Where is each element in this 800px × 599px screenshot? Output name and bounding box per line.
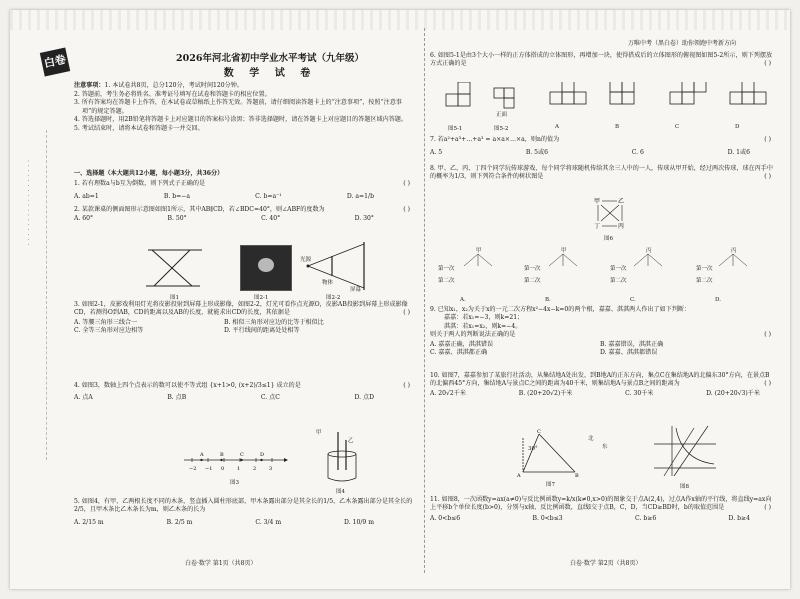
figure-3-caption: 图3 — [230, 480, 239, 486]
figure-4-caption: 图4 — [336, 489, 345, 495]
figure-2-2-caption: 图2-2 — [326, 295, 341, 301]
tree-diagrams — [434, 246, 774, 296]
q11-option-c: C. b≥6 — [635, 514, 657, 522]
figure-7-north: 北 — [588, 436, 594, 442]
svg-text:乙: 乙 — [618, 198, 625, 205]
figure-7-caption: 图7 — [546, 482, 555, 488]
answer-bracket: ( ) — [403, 206, 410, 213]
figure-4-label-yi: 乙 — [348, 438, 354, 444]
svg-text:B: B — [575, 473, 579, 478]
answer-bracket: ( ) — [764, 380, 771, 388]
tree-d-root: 丙 — [731, 248, 737, 254]
number-line-point — [200, 459, 202, 461]
q3-option-a: A. 等腰三角形三线合一 — [74, 318, 138, 326]
number-line-point — [260, 459, 262, 461]
q4-option-d: D. 点D — [354, 394, 374, 402]
answer-bracket: ( ) — [764, 504, 771, 512]
q6-option-c: C — [675, 124, 680, 130]
q1-option-b: B. b=−a — [163, 193, 191, 201]
question-2 — [74, 206, 414, 224]
scan-noise — [10, 10, 790, 30]
figure-8-function-graph — [650, 424, 720, 480]
q10-option-c: C. 30千米 — [625, 389, 654, 397]
exam-paper — [10, 10, 790, 589]
q5-option-d: D. 10/9 m — [344, 518, 374, 526]
figure-2-2-object-label: 物体 — [322, 280, 334, 286]
figure-5-cubes — [440, 82, 770, 122]
q8-stem: 8. 甲、乙、丙、丁四个同学玩传球游戏，每个同学将球随机传给其余三人中的一人，传球从甲开始，经过两次传球，球在丙手中的概率为1/3，则下列符合条件的树状图是 — [430, 165, 773, 181]
note-5: 5. 考试结束时，请将本试卷和答题卡一并交回。 — [74, 124, 204, 132]
note-2: 2. 答题前，考生务必将姓名、准考证号填写在试卷和答题卡的相应位置。 — [74, 90, 271, 98]
q8-option-d: D. — [715, 297, 721, 303]
q8-option-b: B. — [545, 297, 551, 303]
notes-label: 注意事项： — [74, 82, 105, 89]
figure-2-2-screen-label: 屏幕 — [350, 287, 362, 293]
q8-option-c: C. — [630, 297, 636, 303]
q7-option-a: A. 5 — [430, 149, 443, 157]
answer-bracket: ( ) — [403, 309, 410, 317]
q10-stem: 10. 如图7，嘉嘉参加了某旅行社活动，从集结地A处出发，到B地A的正东方向，集点C在集结地A的北偏东30°方向，在景点B的北偏西45°方向，集结地A与景点C之间的距离为40千米，则集结地A与景点B之间的距离为 — [430, 372, 770, 388]
white-paper-badge: 白卷 — [40, 48, 70, 77]
note-1: 1. 本试卷共8页，总分120分，考试时间120分钟。 — [104, 82, 243, 89]
q7-option-b: B. 5或6 — [525, 149, 549, 157]
q5-option-a: A. 2/15 m — [74, 518, 104, 526]
q5-stem: 5. 如图4，有甲、乙两根长度不同的木条，竖直插入圆柱形底部，甲木条露出部分是其全长的1/5，乙木条露出部分是其全长的2/5，且甲木条比乙木条长为m，则乙木条的长为 — [74, 498, 413, 514]
page-divider — [424, 28, 425, 573]
question-8 — [430, 165, 775, 182]
q9-option-c: C. 嘉嘉、淇淇都正确 — [430, 349, 488, 357]
tree-branches — [434, 252, 774, 292]
number-line-point — [240, 459, 242, 461]
tree-c-first-label: 第一次 — [610, 266, 627, 272]
exam-subtitle: 数 学 试 卷 — [223, 68, 317, 79]
tree-a-root: 甲 — [476, 248, 482, 254]
q6-option-a: A — [555, 124, 559, 130]
q2-option-c: C. 40° — [261, 215, 281, 223]
answer-bracket: ( ) — [764, 331, 771, 339]
q4-stem: 4. 如图3，数轴上四个点表示的数可以使不等式组 {x+1>0, (x+2)/3≤1} 成立的是 — [74, 382, 301, 389]
figure-2-2-light-label: 光源 — [300, 257, 312, 263]
q6-option-b: B — [615, 124, 620, 130]
figure-5-2-caption: 图5-2 — [494, 126, 509, 132]
q8-option-a: A. — [460, 297, 466, 303]
q10-option-b: B. (20+20√2)千米 — [518, 389, 573, 397]
svg-text:A: A — [517, 473, 521, 478]
number-line-point-label: B — [220, 452, 224, 458]
q2-stem: 2. 某款课桌的侧面图形示意图如图1所示，其中AB∥CD，若∠BDC=40°，则∠ABF的度数为 — [74, 206, 325, 213]
q7-stem: 7. 若a²+a³+…+a³ = a×a×…×a，则n的值为 — [430, 136, 560, 143]
figure-4-cylinder — [322, 430, 362, 485]
q1-option-c: C. b=a⁻¹ — [255, 193, 282, 201]
tree-b-second-label: 第二次 — [524, 278, 541, 284]
answer-bracket: ( ) — [764, 60, 771, 68]
footer-right: 白卷·数学 第2页（共8页） — [570, 560, 642, 567]
number-line-point-label: A — [200, 452, 204, 458]
figure-7-east: 东 — [602, 444, 608, 450]
q11-option-a: A. 0<b≤6 — [430, 514, 461, 522]
q7-option-d: D. 1或6 — [727, 149, 750, 157]
q1-option-a: A. ab=1 — [74, 193, 99, 201]
question-7 — [430, 136, 775, 158]
tree-d-second-label: 第二次 — [696, 278, 713, 284]
figure-2-1-caption: 图2-1 — [254, 295, 269, 301]
tree-b-root: 甲 — [561, 248, 567, 254]
figure-1-desk — [140, 242, 210, 292]
q3-option-b: B. 相似三角形对应边的比等于相似比 — [224, 318, 324, 326]
figure-3-number-line — [180, 450, 290, 478]
number-line-tick-label: 0 — [221, 466, 225, 472]
q4-option-b: B. 点B — [167, 394, 187, 402]
figure-5-1-caption: 图5-1 — [448, 126, 463, 132]
answer-bracket: ( ) — [403, 382, 410, 389]
number-line-tick-label: 3 — [269, 466, 273, 472]
q2-option-a: A. 60° — [74, 215, 94, 223]
tree-c-second-label: 第二次 — [610, 278, 627, 284]
tree-a-second-label: 第二次 — [438, 278, 455, 284]
q5-option-c: C. 3/4 m — [255, 518, 282, 526]
q7-option-c: C. 6 — [631, 149, 644, 157]
tree-b-first-label: 第一次 — [524, 266, 541, 272]
q3-option-d: D. 平行线间的距离处处相等 — [224, 327, 300, 335]
question-9 — [430, 306, 775, 357]
tree-c-root: 丙 — [646, 248, 652, 254]
answer-bracket: ( ) — [764, 173, 771, 181]
q3-option-c: C. 全等三角形对应边相等 — [74, 327, 144, 335]
figure-2-1-shadow-play-photo — [240, 245, 292, 291]
q9-line-3: 则关于两人的判断说法正确的是 — [430, 331, 516, 339]
q10-option-a: A. 20√2千米 — [430, 389, 466, 397]
svg-text:甲: 甲 — [594, 198, 601, 205]
figure-8-caption: 图8 — [680, 484, 689, 490]
q9-line-1: 嘉嘉：若x₁=−3，则k=21； — [444, 314, 524, 322]
q2-option-d: D. 30° — [354, 215, 374, 223]
number-line-tick-label: −2 — [189, 466, 197, 472]
q4-option-c: C. 点C — [260, 394, 280, 402]
figure-5-2-front-label: 正面 — [496, 112, 508, 118]
figure-1-caption: 图1 — [170, 295, 179, 301]
q10-option-d: D. (20+20√3)千米 — [706, 389, 760, 397]
svg-text:丙: 丙 — [618, 223, 625, 230]
exam-title: 2026年河北省初中学业水平考试（九年级） — [176, 53, 364, 64]
q6-stem: 6. 如图5-1是由3个大小一样的正方体搭成的立体图形，再增加一块，使得搭成后的立体图形的俯视图如图5-2所示，则下列摆放方式正确的是 — [430, 52, 773, 68]
q3-stem: 3. 如图2-1，皮影戏利用灯光将皮影投射到屏幕上形成影像，如图2-2，灯光可看作点光源O，皮影AB投影到屏幕上形成影像CD，若测得O到AB，CD的距离以及AB的长度，就能求出CD的长度，其依据是 — [74, 301, 408, 317]
header-slogan: 万唯中考（黑白卷）助你领跑中考新方向 — [628, 40, 737, 47]
number-line-tick-label: 2 — [253, 466, 257, 472]
question-5 — [74, 498, 414, 527]
question-11 — [430, 496, 775, 523]
question-1 — [74, 180, 414, 202]
figure-4-label-jia: 甲 — [316, 430, 322, 436]
number-line-point — [220, 459, 222, 461]
q11-option-d: D. b≥4 — [728, 514, 750, 522]
q6-option-d: D — [735, 124, 740, 130]
q1-option-d: D. a=1/b — [346, 193, 374, 201]
figure-7-angle: 30° — [528, 446, 538, 452]
note-3: 3. 所有答案均在答题卡上作答，在本试卷或草稿纸上作答无效。答题前，请仔细阅读答题卡上的“注意事项”，按照“注意事项”的规定答题。 — [74, 99, 402, 115]
q11-option-b: B. 0<b≤3 — [532, 514, 563, 522]
answer-bracket: ( ) — [403, 180, 410, 187]
q11-stem: 11. 如图8，一次函数y=ax(a≠0)与反比例函数y=k/x(k≠0,x>0)的图象交于点A(2,4)，过点A作x轴的平行线，将直线y=ax向上平移b个单位长度(b>0)，分别与x轴、反比例函数，直线l交于点B，C，D，当CD≥BD时，b的取值范围是 — [430, 496, 772, 512]
q9-stem: 9. 已知x₁，x₂为关于x的一元二次方程x²−4x−k=0的两个根，嘉嘉、淇淇两人作出了如下判断： — [430, 306, 691, 313]
q9-line-2: 淇淇：若x₁=x₂，则k=−4。 — [444, 322, 522, 330]
figure-6-pass-diagram — [590, 196, 630, 232]
q4-option-a: A. 点A — [74, 394, 93, 402]
q9-option-a: A. 嘉嘉正确，淇淇错误 — [430, 340, 494, 348]
number-line-tick-label: 1 — [237, 466, 241, 472]
figure-2-2-projection — [302, 240, 374, 292]
figure-6-caption: 图6 — [604, 236, 613, 242]
figure-7-triangle-map — [515, 428, 585, 478]
section-heading: 一、选择题（本大题共12小题，每小题3分，共36分） — [74, 170, 224, 177]
q9-option-b: B. 嘉嘉错误，淇淇正确 — [600, 340, 664, 348]
q5-option-b: B. 2/5 m — [166, 518, 193, 526]
number-line-point-label: D — [260, 452, 265, 458]
tree-a-first-label: 第一次 — [438, 266, 455, 272]
q2-option-b: B. 50° — [167, 215, 187, 223]
q9-option-d: D. 嘉嘉、淇淇都错误 — [600, 349, 658, 357]
binding-strip: ·················· — [16, 130, 47, 460]
answer-bracket: ( ) — [764, 136, 771, 143]
footer-left: 白卷·数学 第1页（共8页） — [185, 560, 257, 567]
question-6 — [430, 52, 775, 69]
number-line-tick-label: −1 — [205, 466, 213, 472]
question-3 — [74, 301, 414, 336]
svg-text:丁: 丁 — [594, 223, 601, 230]
number-line-point-label: C — [240, 452, 244, 458]
tree-d-first-label: 第一次 — [696, 266, 713, 272]
svg-text:C: C — [537, 429, 541, 435]
q1-stem: 1. 若有理数a与b互为倒数，则下列式子正确的是 — [74, 180, 206, 187]
question-4 — [74, 382, 414, 403]
note-4: 4. 答选择题时，用2B铅笔将答题卡上对应题目的答案标号涂黑；答非选择题时，请在答题卡上对应题目的答题区域内答题。 — [74, 116, 407, 124]
exam-notes — [74, 82, 414, 134]
question-10 — [430, 372, 775, 398]
